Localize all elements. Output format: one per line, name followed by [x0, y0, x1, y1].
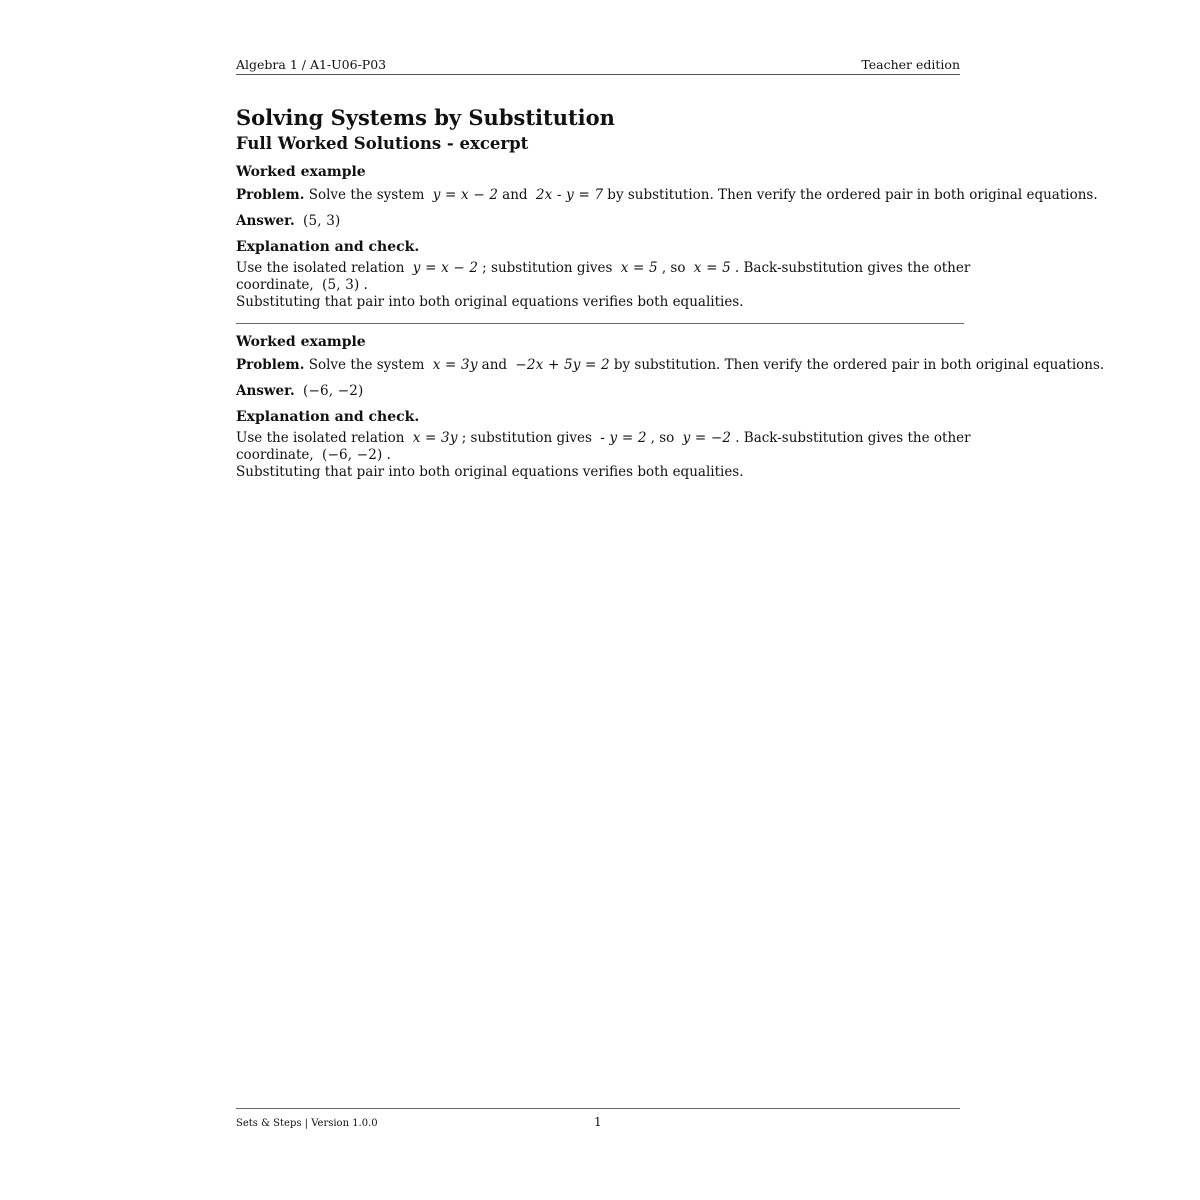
answer-line [236, 381, 976, 401]
explanation-part: ; substitution gives [461, 430, 592, 446]
problem-intro: Solve the system [308, 187, 425, 203]
ordered-pair: (−6, −2) [321, 447, 383, 463]
example-heading: Worked example [236, 164, 366, 180]
ordered-pair: (5, 3) [321, 277, 360, 293]
explanation-part: ; substitution gives [482, 260, 613, 276]
worked-example-2 [236, 332, 1105, 481]
answer-line [236, 211, 976, 231]
explanation-intro: Use the isolated relation [236, 260, 405, 276]
answer-label: Answer. [236, 213, 295, 229]
equation-1: y = x − 2 [432, 187, 499, 203]
example-heading: Worked example [236, 334, 366, 350]
course-breadcrumb: Algebra 1 / A1-U06-P03 [236, 57, 387, 72]
answer-value: (5, 3) [302, 213, 341, 229]
explanation-heading: Explanation and check. [236, 409, 420, 425]
page-number: 1 [594, 1115, 602, 1129]
isolated-relation: y = x − 2 [412, 260, 479, 276]
explanation-text [236, 430, 976, 481]
explanation-part: , so [661, 260, 686, 276]
conjunction: and [481, 357, 508, 373]
conjunction: and [502, 187, 528, 203]
problem-label: Problem. [236, 187, 305, 203]
explanation-end: . [386, 447, 391, 463]
document-body [236, 104, 1105, 481]
substitution-result: - y = 2 [600, 430, 647, 446]
running-header [236, 58, 960, 75]
problem-label: Problem. [236, 357, 305, 373]
verification-sentence: Substituting that pair into both original equations verifies both equalities. [236, 294, 744, 310]
substitution-result: x = 5 [620, 260, 658, 276]
explanation-part: . Back-substitution gives the other coordinate, [236, 260, 971, 293]
page-title: Solving Systems by Substitution [236, 105, 615, 130]
explanation-text [236, 260, 976, 311]
problem-intro: Solve the system [308, 357, 425, 373]
equation-2: 2x - y = 7 [535, 187, 604, 203]
section-divider [236, 323, 964, 324]
explanation-part: , so [650, 430, 675, 446]
explanation-end: . [363, 277, 368, 293]
explanation-part: . Back-substitution gives the other coordinate, [236, 430, 971, 463]
explanation-heading: Explanation and check. [236, 239, 420, 255]
verification-sentence: Substituting that pair into both original equations verifies both equalities. [236, 464, 744, 480]
solved-variable: y = −2 [682, 430, 732, 446]
problem-statement [236, 355, 1105, 375]
explanation-intro: Use the isolated relation [236, 430, 405, 446]
problem-instructions: by substitution. Then verify the ordered pair in both original equations. [613, 357, 1105, 373]
problem-instructions: by substitution. Then verify the ordered pair in both original equations. [607, 187, 1098, 203]
page-footer [236, 1108, 960, 1139]
equation-1: x = 3y [432, 357, 478, 373]
footer-version: Sets & Steps | Version 1.0.0 [236, 1118, 378, 1129]
edition-label: Teacher edition [861, 57, 960, 72]
page-subtitle: Full Worked Solutions - excerpt [236, 134, 529, 153]
problem-statement [236, 185, 1098, 205]
answer-value: (−6, −2) [302, 383, 364, 399]
equation-2: −2x + 5y = 2 [515, 357, 610, 373]
answer-label: Answer. [236, 383, 295, 399]
solved-variable: x = 5 [693, 260, 731, 276]
worked-example-1 [236, 162, 1098, 311]
isolated-relation: x = 3y [412, 430, 458, 446]
